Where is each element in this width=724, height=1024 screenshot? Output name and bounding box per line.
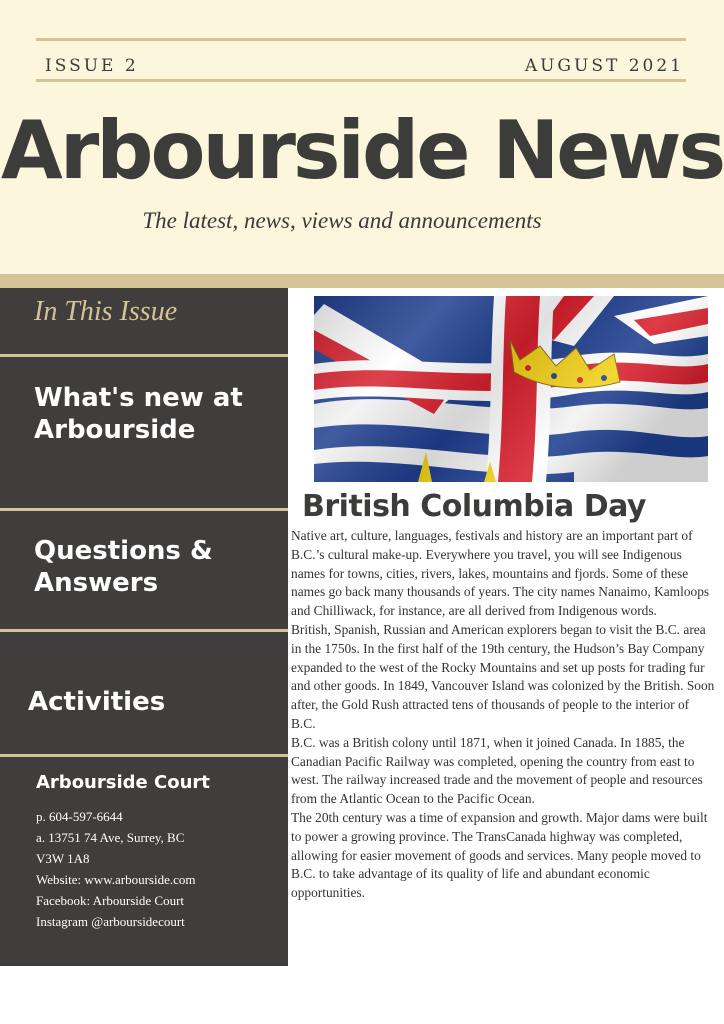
article-paragraph: The 20th century was a time of expansion and growth. Major dams were built to power a growing province. The TransCanada highway was completed, allowing for easier movement of goods and services. Many people moved to B.C. to take advantage of its quality of life and abundant economic opportunities. [291,809,708,901]
issue-number: ISSUE 2 [45,56,139,76]
sidebar-item-activities[interactable] [28,686,165,718]
contact-address: a. 13751 74 Ave, Surrey, BC [36,830,185,845]
sidebar-item-questions-answers[interactable] [34,535,213,599]
newsletter-title: Arbourside News [0,104,724,197]
article-paragraph: B.C. was a British colony until 1871, when it joined Canada. In 1885, the Canadian Pacific Railway was completed, opening the country from east to west. The railway increased trade and the movement of people and resources from the Atlantic Ocean to the Pacific Ocean. [291,734,703,807]
bc-flag-image [314,296,708,482]
contact-website[interactable]: Website: www.arbourside.com [36,872,196,887]
header-divider-band [0,274,724,288]
sidebar-item-label: Arbourside [34,415,196,445]
issue-date: AUGUST 2021 [524,56,684,76]
sidebar-divider [0,508,288,511]
sidebar-divider [0,629,288,632]
contact-instagram[interactable]: Instagram @arboursidecourt [36,914,185,929]
sidebar-item-label: What's new at [34,383,243,413]
sidebar-divider [0,354,288,357]
article-body [291,527,715,903]
contact-facebook[interactable]: Facebook: Arbourside Court [36,893,185,908]
article-paragraph: British, Spanish, Russian and American explorers began to visit the B.C. area in the 1750s. In the first half of the 19th century, the Hudson’s Bay Company expanded to the west of the Rocky Mountains and set up posts for trading fur and other goods. In 1849, Vancouver Island was colonized by the British. Soon after, the Gold Rush attracted tens of thousands of people to the interior of B.C. [291,621,715,731]
contact-postal-code: V3W 1A8 [36,851,90,866]
sidebar-item-label: Questions & [34,536,213,566]
newsletter-tagline: The latest, news, views and announcements [142,208,542,233]
article-paragraph: Native art, culture, languages, festivals and history are an important part of B.C.’s cultural make-up. Everywhere you travel, you will see Indigenous names for towns, cities, rivers, lakes, mountains and fjords. Some of these names go back many thousands of years. The city names Nanaimo, Kamloops and Chilliwack, for instance, are all derived from Indigenous words. [291,528,710,619]
contact-heading: Arbourside Court [36,772,210,793]
sidebar-item-label: Activities [28,687,166,717]
article-title: British Columbia Day [302,489,646,524]
bottom-rule [36,79,686,82]
contact-phone: p. 604-597-6644 [36,809,123,824]
sidebar [0,288,288,966]
top-rule [36,38,686,41]
in-this-issue-heading: In This Issue [34,296,178,327]
sidebar-item-whats-new[interactable] [34,382,243,446]
masthead [0,0,724,274]
sidebar-item-label: Answers [34,568,159,598]
sidebar-divider [0,754,288,757]
